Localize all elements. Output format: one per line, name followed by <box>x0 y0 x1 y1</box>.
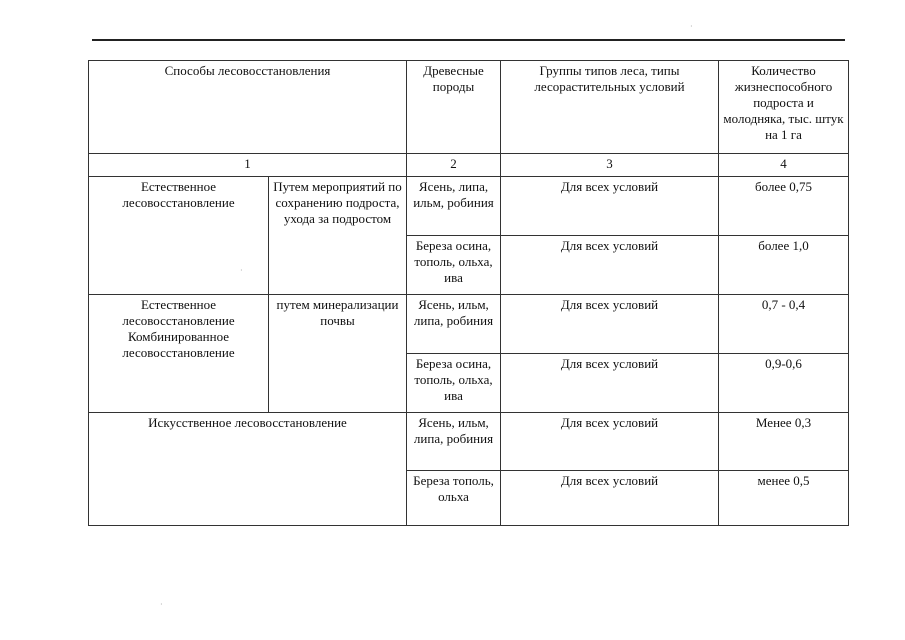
table-row <box>89 177 849 236</box>
quantity-cell: более 1,0 <box>719 236 849 295</box>
quantity-cell: менее 0,5 <box>719 471 849 526</box>
conditions-cell: Для всех условий <box>501 295 719 354</box>
method-cell: Естественное лесовосстановление <box>89 177 269 295</box>
species-cell: Ясень, ильм, липа, робиния <box>407 413 501 471</box>
header-row <box>89 61 849 154</box>
species-cell: Береза осина, тополь, ольха, ива <box>407 236 501 295</box>
species-cell: Ясень, липа, ильм, робиния <box>407 177 501 236</box>
reforestation-table <box>88 60 849 526</box>
column-number: 3 <box>501 154 719 177</box>
header-quantity: Количество жизнеспособного подроста и молодняка, тыс. штук на 1 га <box>719 61 849 154</box>
method-cell: Искусственное лесовосстановление <box>89 413 407 526</box>
species-cell: Береза тополь, ольха <box>407 471 501 526</box>
column-number: 1 <box>89 154 407 177</box>
scan-speck: · <box>690 22 693 31</box>
species-cell: Береза осина, тополь, ольха, ива <box>407 354 501 413</box>
quantity-cell: 0,9-0,6 <box>719 354 849 413</box>
scan-speck: · <box>160 600 163 609</box>
species-cell: Ясень, ильм, липа, робиния <box>407 295 501 354</box>
column-number: 4 <box>719 154 849 177</box>
measure-cell: Путем мероприятий по сохранению подроста, ухода за подростом <box>269 177 407 295</box>
conditions-cell: Для всех условий <box>501 236 719 295</box>
conditions-cell: Для всех условий <box>501 177 719 236</box>
column-number-row <box>89 154 849 177</box>
method-cell: Естественное лесовосстановление Комбинированное лесовосстановление <box>89 295 269 413</box>
scan-speck: · <box>240 266 243 275</box>
header-forest-groups: Группы типов леса, типы лесорастительных условий <box>501 61 719 154</box>
header-methods: Способы лесовосстановления <box>89 61 407 154</box>
conditions-cell: Для всех условий <box>501 413 719 471</box>
header-species: Древесные породы <box>407 61 501 154</box>
conditions-cell: Для всех условий <box>501 354 719 413</box>
quantity-cell: более 0,75 <box>719 177 849 236</box>
top-rule <box>92 39 845 41</box>
conditions-cell: Для всех условий <box>501 471 719 526</box>
table-row <box>89 413 849 471</box>
quantity-cell: Менее 0,3 <box>719 413 849 471</box>
measure-cell: путем минерализации почвы <box>269 295 407 413</box>
quantity-cell: 0,7 - 0,4 <box>719 295 849 354</box>
table-row <box>89 295 849 354</box>
column-number: 2 <box>407 154 501 177</box>
